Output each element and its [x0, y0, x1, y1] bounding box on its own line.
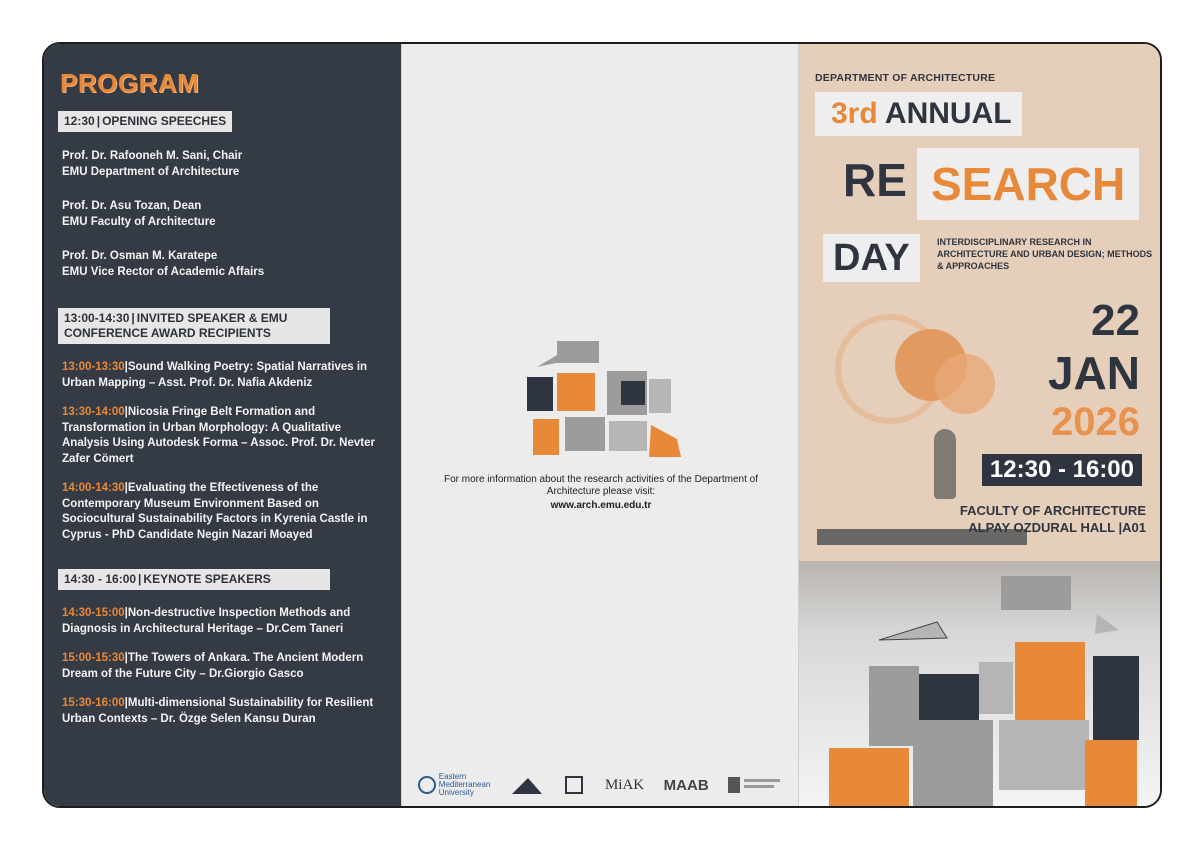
section-label-line2: CONFERENCE AWARD RECIPIENTS — [64, 326, 271, 340]
speaker-role: EMU Faculty of Architecture — [62, 216, 216, 228]
emu-logo-line3: University — [438, 788, 474, 797]
talk-entry: 15:00-15:30|The Towers of Ankara. The Ancient Modern Dream of the Future City – Dr.Giorgio Gasco — [62, 652, 364, 680]
speaker-name: Prof. Dr. Rafooneh M. Sani, Chair — [62, 150, 243, 162]
talk-time: 15:00-15:30 — [62, 652, 125, 664]
sponsor-logos — [402, 768, 798, 802]
talk-text: Sound Walking Poetry: Spatial Narratives in Urban Mapping – Asst. Prof. Dr. Nafia Akdeniz — [62, 361, 368, 389]
emu-logo-line1: Eastern — [438, 772, 467, 781]
department-logo-icon — [563, 774, 585, 796]
venue-line2: ALPAY OZDURAL HALL |A01 — [968, 520, 1146, 535]
talk-entry: 13:30-14:00|Nicosia Fringe Belt Formation and Transformation in Urban Morphology: A Qualitative Analysis Using Autodesk Forma – Assoc. Prof. Dr. Nevter Zafer Cömert — [62, 406, 375, 465]
speaker-entry — [62, 248, 401, 280]
program-panel — [44, 44, 401, 806]
section-header-keynote: 14:30 - 16:00 | KEYNOTE SPEAKERS — [58, 569, 330, 590]
website-link[interactable]: www.arch.emu.edu.tr — [550, 500, 652, 511]
section-label-line1: INVITED SPEAKER & EMU — [136, 311, 288, 325]
talk-entry: 14:00-14:30|Evaluating the Effectiveness of the Contemporary Museum Environment Based on Sociocultural Sustainability Factors in Kyrenia Castle in Cyprus - PhD Candidate Negin Nazari Moayed — [62, 482, 368, 541]
day-word: DAY — [823, 234, 920, 282]
puzzle-head-logo — [517, 329, 692, 464]
decorative-circle — [935, 354, 995, 414]
emu-logo-line2: Mediterranean — [438, 780, 491, 789]
talk-text: Evaluating the Effectiveness of the Contemporary Museum Environment Based on Sociocultural Sustainability Factors in Kyrenia Castle in Cyprus - PhD Candidate Negin Nazari Moayed — [62, 482, 368, 541]
emu-seal-icon — [418, 776, 436, 794]
program-title: PROGRAM — [60, 68, 200, 98]
puzzle-head-graphic — [819, 570, 1149, 806]
person-silhouette — [934, 429, 956, 499]
talk-time: 13:30-14:00 — [62, 406, 125, 418]
miak-logo: MiAK — [604, 776, 645, 793]
talk-text: Multi-dimensional Sustainability for Resilient Urban Contexts – Dr. Özge Selen Kansu Duran — [62, 697, 374, 725]
event-time: 12:30 - 16:00 — [982, 454, 1142, 486]
department-label: DEPARTMENT OF ARCHITECTURE — [815, 72, 996, 84]
section-label: OPENING SPEECHES — [102, 114, 227, 128]
annual-heading — [815, 92, 1022, 136]
architecture-faculty-logo-icon — [510, 774, 544, 796]
talk-entry: 13:00-13:30|Sound Walking Poetry: Spatial Narratives in Urban Mapping – Asst. Prof. Dr. Nafia Akdeniz — [62, 361, 368, 389]
section-header-opening: 12:30 | OPENING SPEECHES — [58, 111, 232, 132]
brochure-frame — [42, 42, 1162, 808]
talk-time: 14:00-14:30 — [62, 482, 125, 494]
talk-time: 14:30-15:00 — [62, 607, 125, 619]
cover-panel — [799, 44, 1160, 806]
talk-time: 15:30-16:00 — [62, 697, 125, 709]
section-time: 12:30 — [64, 114, 95, 128]
section-time: 14:30 - 16:00 — [64, 572, 137, 586]
date-month: JAN — [1047, 347, 1140, 399]
speaker-name: Prof. Dr. Osman M. Karatepe — [62, 250, 218, 262]
ordinal: 3rd — [831, 97, 878, 130]
partner-logo-icon — [728, 775, 782, 795]
speaker-role: EMU Department of Architecture — [62, 166, 240, 178]
venue-line1: FACULTY OF ARCHITECTURE — [959, 503, 1146, 518]
date-year: 2026 — [1051, 400, 1140, 444]
talk-entry: 15:30-16:00|Multi-dimensional Sustainability for Resilient Urban Contexts – Dr. Özge Selen Kansu Duran — [62, 697, 374, 725]
talk-entry: 14:30-15:00|Non-destructive Inspection Methods and Diagnosis in Architectural Heritage – Dr.Cem Taneri — [62, 607, 351, 635]
search-word: SEARCH — [917, 148, 1139, 220]
annual-word: ANNUAL — [884, 97, 1012, 130]
talk-text: The Towers of Ankara. The Ancient Modern Dream of the Future City – Dr.Giorgio Gasco — [62, 652, 364, 680]
section-time: 13:00-14:30 — [64, 311, 130, 325]
speaker-role: EMU Vice Rector of Academic Affairs — [62, 266, 265, 278]
event-subtitle: INTERDISCIPLINARY RESEARCH IN ARCHITECTURE AND URBAN DESIGN; METHODS & APPROACHES — [937, 237, 1153, 271]
maab-logo: MAAB — [663, 776, 709, 794]
emu-logo — [418, 773, 491, 797]
speaker-entry — [62, 198, 401, 230]
info-text: For more information about the research activities of the Department of Architecture please visit: — [443, 474, 759, 497]
date-day: 22 — [1091, 296, 1140, 345]
talk-time: 13:00-13:30 — [62, 361, 125, 373]
speaker-entry — [62, 148, 401, 180]
info-text-block — [442, 474, 760, 512]
talk-text: Nicosia Fringe Belt Formation and Transformation in Urban Morphology: A Qualitative Analysis Using Autodesk Forma – Assoc. Prof. Dr. Nevter Zafer Cömert — [62, 406, 375, 465]
talk-text: Non-destructive Inspection Methods and Diagnosis in Architectural Heritage – Dr.Cem Taneri — [62, 607, 351, 635]
speaker-name: Prof. Dr. Asu Tozan, Dean — [62, 200, 202, 212]
section-label: KEYNOTE SPEAKERS — [143, 572, 271, 586]
venue — [960, 502, 1146, 536]
section-header-invited: 13:00-14:30 | INVITED SPEAKER & EMU CONFERENCE AWARD RECIPIENTS — [58, 308, 330, 344]
re-word: RE — [843, 154, 907, 206]
info-panel — [401, 44, 799, 806]
